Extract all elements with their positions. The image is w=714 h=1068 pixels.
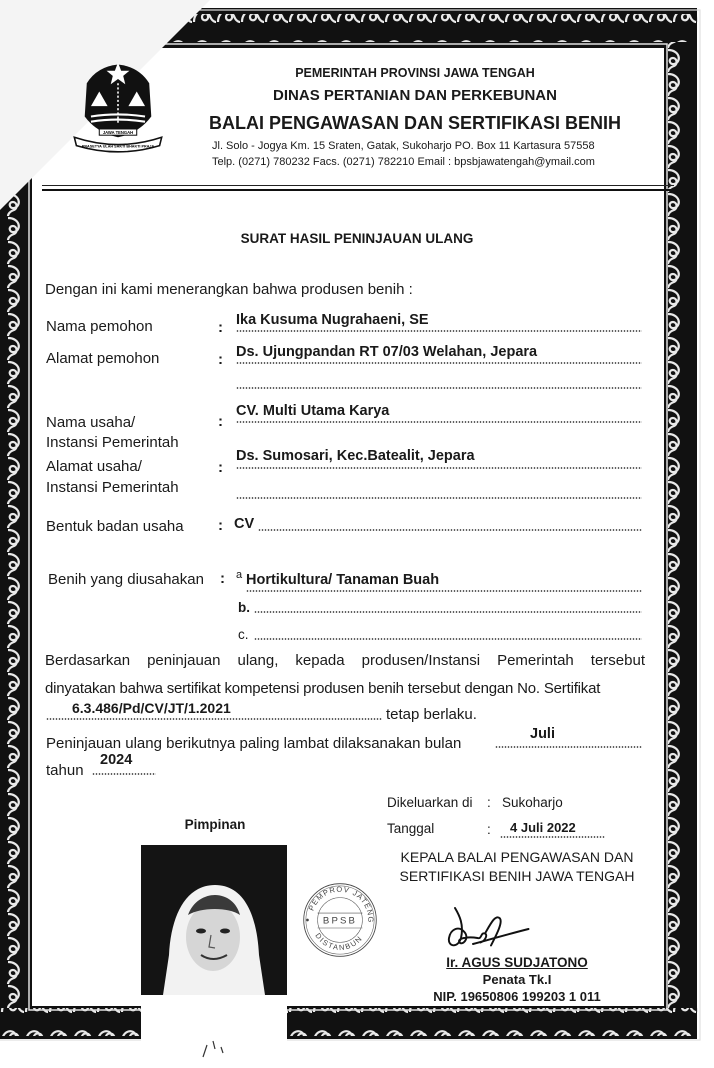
benih-marker-a: a: [236, 569, 243, 581]
dotted-line: [236, 497, 642, 499]
label-nama-usaha-instansi: Instansi Pemerintah: [46, 434, 179, 451]
dotted-line: [236, 330, 642, 332]
issued-place-label: Dikeluarkan di: [387, 795, 473, 810]
signature-icon: [440, 905, 530, 953]
colon: :: [218, 517, 223, 534]
colon: :: [487, 795, 491, 810]
value-bentuk-badan-usaha: CV: [234, 516, 255, 532]
colon: :: [218, 319, 223, 336]
colon: :: [218, 459, 223, 476]
value-benih-a: Hortikultura/ Tanaman Buah: [246, 572, 440, 588]
next-review-month: Juli: [530, 726, 555, 742]
coat-of-arms-logo-icon: [66, 52, 170, 156]
next-review-text: Peninjauan ulang berikutnya paling lambat dilaksanakan bulan: [46, 735, 462, 752]
office-title-line-1: KEPALA BALAI PENGAWASAN DAN: [400, 849, 634, 865]
dotted-line: [258, 529, 642, 531]
dotted-line: [92, 773, 156, 775]
value-nama-usaha: CV. Multi Utama Karya: [236, 403, 390, 419]
logo-ribbon-top: JAWA TENGAH: [102, 130, 134, 136]
official-nip: NIP. 19650806 199203 1 011: [433, 989, 601, 1004]
value-alamat-usaha: Ds. Sumosari, Kec.Batealit, Jepara: [236, 448, 475, 464]
header-divider-thin: [42, 185, 674, 186]
official-stamp-icon: [300, 880, 380, 960]
statement-line-1: Berdasarkan peninjauan ulang, kepada produsen/Instansi Pemerintah tersebut: [45, 652, 645, 669]
label-bentuk-badan-usaha: Bentuk badan usaha: [46, 518, 184, 535]
dotted-line: [46, 718, 382, 720]
official-name: Ir. AGUS SUDJATONO: [446, 955, 588, 970]
issued-date: 4 Juli 2022: [510, 820, 576, 835]
label-nama-usaha: Nama usaha/: [46, 414, 136, 431]
value-nama-pemohon: Ika Kusuma Nugrahaeni, SE: [236, 312, 429, 328]
dotted-line: [246, 590, 642, 592]
dotted-line: [495, 746, 642, 748]
next-review-year-label: tahun: [46, 762, 84, 779]
label-alamat-usaha: Alamat usaha/: [46, 458, 142, 475]
colon: :: [218, 413, 223, 430]
dotted-line: [500, 836, 605, 838]
header-address: Jl. Solo - Jogya Km. 15 Sraten, Gatak, Sukoharjo PO. Box 11 Kartasura 57558: [212, 140, 595, 152]
colon: :: [218, 351, 223, 368]
stamp-center-text: BPSB: [322, 915, 358, 927]
intro-text: Dengan ini kami menerangkan bahwa produsen benih :: [45, 281, 413, 298]
logo-ribbon-bottom: PRASETYA ULAH SAKTI BHAKTI PRAJA: [81, 144, 155, 149]
dotted-line: [254, 638, 642, 640]
issued-date-label: Tanggal: [387, 821, 435, 836]
benih-marker-b: b.: [238, 600, 250, 615]
stamp-top-text: PEMPROV JATENG: [306, 884, 376, 924]
next-review-year: 2024: [100, 752, 133, 768]
statement-line-2: dinyatakan bahwa sertifikat kompetensi produsen benih tersebut dengan No. Sertifikat: [45, 680, 601, 697]
official-rank: Penata Tk.I: [482, 972, 552, 987]
label-alamat-pemohon: Alamat pemohon: [46, 350, 160, 367]
header-divider-thick: [42, 189, 674, 191]
colon: :: [487, 822, 491, 837]
dotted-line: [254, 611, 642, 613]
label-nama-pemohon: Nama pemohon: [46, 318, 153, 335]
office-title-line-2: SERTIFIKASI BENIH JAWA TENGAH: [399, 868, 635, 884]
colon: :: [220, 570, 225, 587]
issued-place: Sukoharjo: [502, 795, 563, 810]
benih-marker-c: c.: [238, 627, 249, 642]
certificate-number: 6.3.486/Pd/CV/JT/1.2021: [72, 700, 231, 716]
header-contact: Telp. (0271) 780232 Facs. (0271) 782210 Email : bpsbjawatengah@ymail.com: [212, 156, 595, 168]
label-benih: Benih yang diusahakan: [48, 571, 204, 588]
leader-portrait-photo-icon: [141, 845, 287, 1060]
dotted-line: [236, 362, 642, 364]
leader-label: Pimpinan: [184, 817, 246, 832]
document-title: SURAT HASIL PENINJAUAN ULANG: [240, 231, 474, 246]
stamp-bottom-text: DISTANBUN: [313, 931, 365, 953]
header-department: DINAS PERTANIAN DAN PERKEBUNAN: [273, 87, 557, 104]
statement-suffix: tetap berlaku.: [386, 706, 477, 723]
label-alamat-usaha-instansi: Instansi Pemerintah: [46, 479, 179, 496]
dotted-line: [236, 387, 642, 389]
value-alamat-pemohon: Ds. Ujungpandan RT 07/03 Welahan, Jepara: [236, 344, 538, 360]
header-institution: BALAI PENGAWASAN DAN SERTIFIKASI BENIH: [208, 113, 622, 133]
header-government: PEMERINTAH PROVINSI JAWA TENGAH: [295, 66, 535, 80]
dotted-line: [236, 467, 642, 469]
dotted-line: [236, 421, 642, 423]
